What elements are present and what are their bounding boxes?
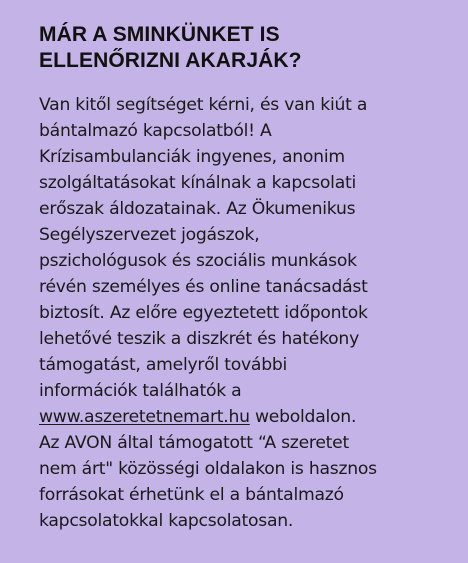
- body-line: szolgáltatásokat kínálnak a kapcsolati: [39, 173, 356, 193]
- body-line: biztosít. Az előre egyeztetett időpontok: [39, 303, 368, 323]
- body-line: nem árt" közösségi oldalakon is hasznos: [39, 459, 377, 479]
- body-line: Segélyszervezet jogászok,: [39, 225, 260, 245]
- link-suffix: weboldalon.: [249, 407, 357, 427]
- body-line: kapcsolatokkal kapcsolatosan.: [39, 511, 294, 531]
- website-link[interactable]: www.aszeretetnemart.hu: [39, 407, 250, 427]
- body-line: bántalmazó kapcsolatból! A: [39, 121, 272, 141]
- body-line: Van kitől segítséget kérni, és van kiút a: [39, 95, 368, 115]
- body-line: lehetővé teszik a diszkrét és hatékony: [39, 329, 359, 349]
- box-heading: [39, 22, 450, 74]
- body-line: információk találhatók a: [39, 381, 242, 401]
- body-paragraph: [39, 92, 464, 534]
- body-line: Krízisambulanciák ingyenes, anonim: [39, 147, 345, 167]
- body-line: Az AVON által támogatott “A szeretet: [39, 433, 349, 453]
- body-line: pszichológusok és szociális munkások: [39, 251, 357, 271]
- body-line: erőszak áldozatainak. Az Ökumenikus: [39, 199, 356, 219]
- body-line: révén személyes és online tanácsadást: [39, 277, 368, 297]
- body-line: támogatást, amelyről további: [39, 355, 288, 375]
- body-line-with-link: [39, 404, 464, 430]
- body-line: forrásokat érhetünk el a bántalmazó: [39, 485, 344, 505]
- heading-line: ELLENŐRIZNI AKARJÁK?: [39, 49, 302, 72]
- heading-line: MÁR A SMINKÜNKET IS: [39, 23, 280, 46]
